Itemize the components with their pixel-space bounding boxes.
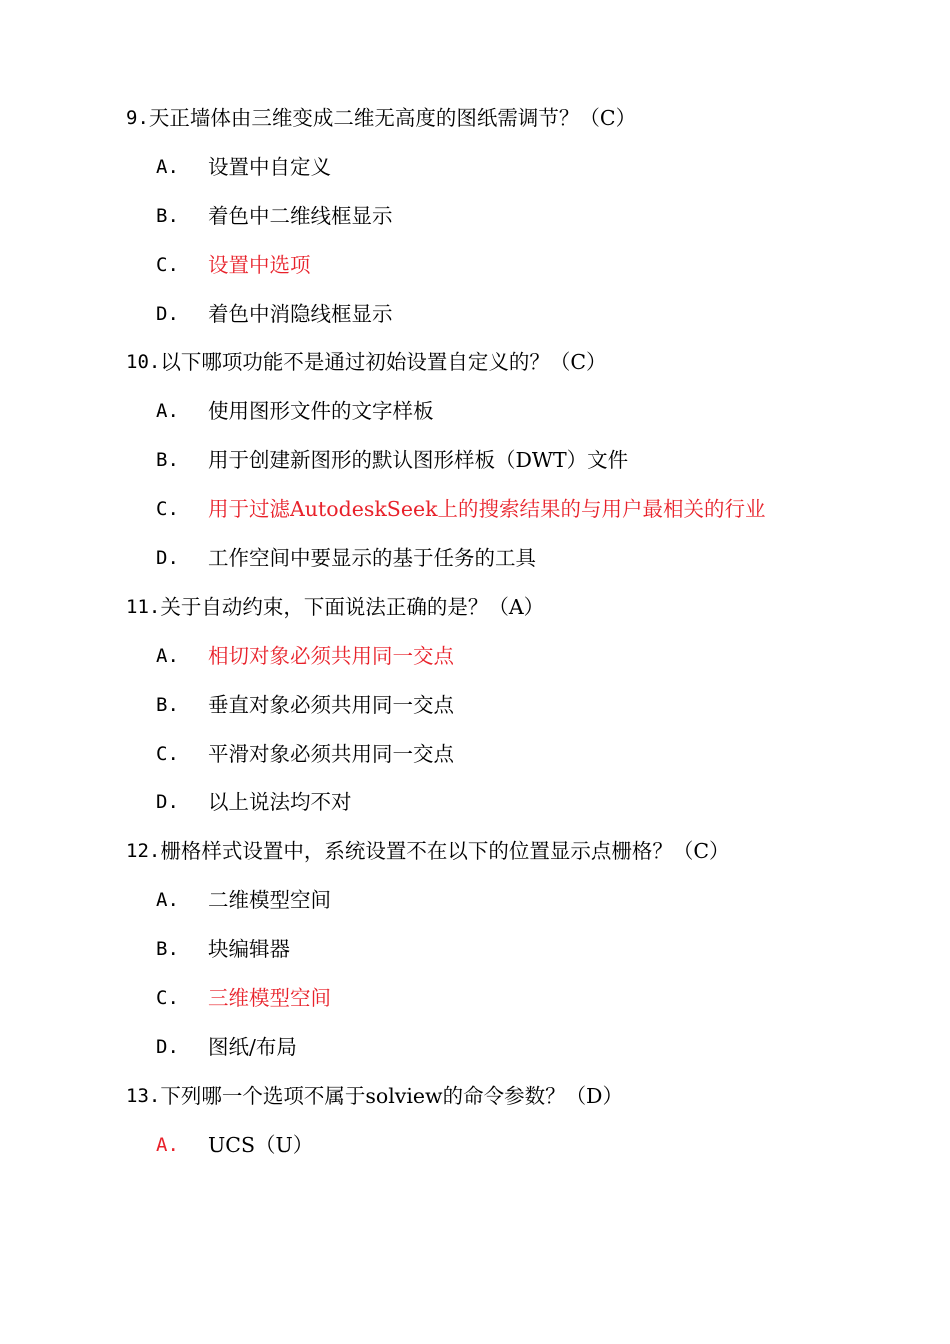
option-9-b: [126, 196, 926, 245]
option-text: UCS（U）: [208, 1132, 314, 1157]
option-text: 二维模型空间: [208, 888, 331, 913]
option-12-a: [126, 880, 926, 929]
option-text: 使用图形文件的文字样板: [208, 399, 434, 424]
option-text: 着色中消隐线框显示: [208, 301, 393, 326]
question-11: [126, 587, 926, 636]
question-number: 12.: [126, 840, 161, 863]
question-number: 11.: [126, 595, 161, 618]
option-text: 着色中二维线框显示: [208, 203, 393, 228]
option-letter: A.: [156, 644, 179, 667]
question-13: [126, 1076, 926, 1125]
option-text: 用于创建新图形的默认图形样板（DWT）文件: [208, 448, 629, 473]
option-letter: C.: [156, 253, 179, 276]
option-12-d: [126, 1027, 926, 1076]
option-11-d: [126, 782, 926, 831]
option-10-c-correct: [126, 489, 926, 538]
option-9-c-correct: [126, 245, 926, 294]
option-text: 平滑对象必须共用同一交点: [208, 741, 454, 766]
option-letter: C.: [156, 498, 179, 521]
option-12-b: [126, 929, 926, 978]
option-letter: D.: [156, 547, 179, 570]
option-11-c: [126, 734, 926, 783]
question-9: [126, 98, 926, 147]
option-9-a: [126, 147, 926, 196]
option-9-d: [126, 294, 926, 343]
question-12: [126, 831, 926, 880]
question-number: 10.: [126, 351, 161, 374]
option-letter: D.: [156, 302, 179, 325]
option-letter: B.: [156, 204, 179, 227]
option-11-a-correct: [126, 636, 926, 685]
option-text-correct: 相切对象必须共用同一交点: [208, 643, 454, 668]
option-text: 图纸/布局: [208, 1034, 297, 1059]
option-text: 工作空间中要显示的基于任务的工具: [208, 546, 536, 571]
option-letter: C.: [156, 987, 179, 1010]
option-text: 以上说法均不对: [208, 790, 352, 815]
option-10-a: [126, 391, 926, 440]
question-10: [126, 342, 926, 391]
question-text: 以下哪项功能不是通过初始设置自定义的？（C）: [160, 350, 607, 375]
option-text-correct: 用于过滤AutodeskSeek上的搜索结果的与用户最相关的行业: [208, 497, 766, 522]
option-text: 块编辑器: [208, 937, 290, 962]
option-text-correct: 设置中选项: [208, 252, 311, 277]
question-list: [126, 98, 926, 1174]
option-letter: A.: [156, 400, 179, 423]
option-11-b: [126, 685, 926, 734]
question-text: 栅格样式设置中，系统设置不在以下的位置显示点栅格？（C）: [160, 839, 730, 864]
option-letter: D.: [156, 791, 179, 814]
option-letter: B.: [156, 938, 179, 961]
question-number: 9.: [126, 107, 149, 129]
option-text: 垂直对象必须共用同一交点: [208, 692, 454, 717]
question-text: 下列哪一个选项不属于solview的命令参数？（D）: [160, 1083, 623, 1108]
option-letter: A.: [156, 889, 179, 912]
option-letter: B.: [156, 693, 179, 716]
option-13-a: [126, 1125, 926, 1174]
question-text: 天正墙体由三维变成二维无高度的图纸需调节？（C）: [148, 106, 637, 130]
option-text-correct: 三维模型空间: [208, 986, 331, 1011]
question-number: 13.: [126, 1084, 161, 1107]
option-letter-highlighted: A.: [156, 1133, 179, 1156]
option-letter: B.: [156, 449, 179, 472]
option-letter: C.: [156, 742, 179, 765]
question-text: 关于自动约束，下面说法正确的是？（A）: [160, 594, 545, 619]
option-10-b: [126, 440, 926, 489]
option-letter: D.: [156, 1035, 179, 1058]
option-letter: A.: [156, 155, 179, 178]
option-12-c-correct: [126, 978, 926, 1027]
option-text: 设置中自定义: [208, 154, 331, 179]
option-10-d: [126, 538, 926, 587]
